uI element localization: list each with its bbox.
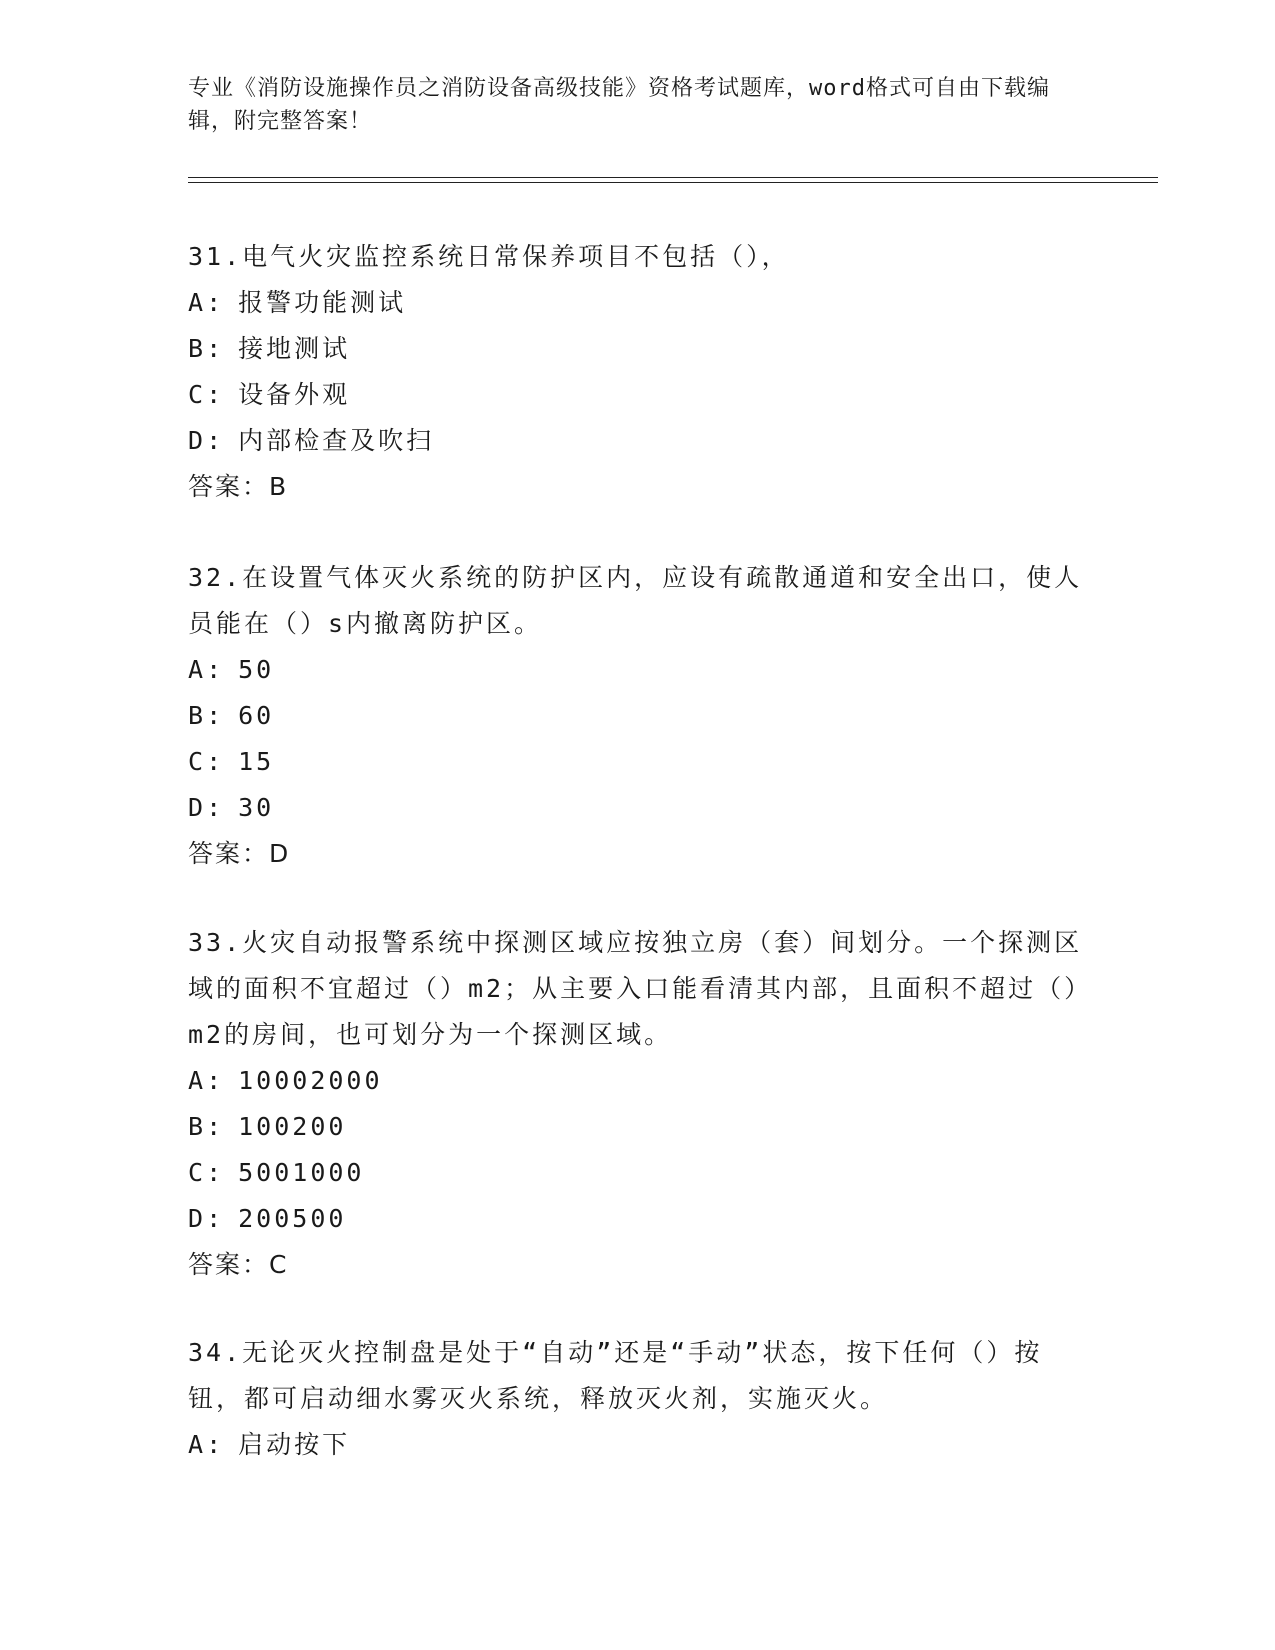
question-stem: 34.无论灭火控制盘是处于“自动”还是“手动”状态，按下任何（）按钮，都可启动细水雾灭火系统，释放灭火剂，实施灭火。 (188, 1338, 1043, 1413)
answer-line: 答案：B (188, 472, 289, 501)
option-b: B: 100200 (188, 1112, 347, 1141)
option-c: C: 5001000 (188, 1158, 365, 1187)
option-d: D: 内部检查及吹扫 (188, 426, 435, 455)
option-d: D: 200500 (188, 1204, 347, 1233)
question-33 (188, 920, 1088, 1288)
question-stem: 33.火灾自动报警系统中探测区域应按独立房（套）间划分。一个探测区域的面积不宜超过（）m2；从主要入口能看清其内部，且面积不超过（）m2的房间，也可划分为一个探测区域。 (188, 928, 1083, 1049)
option-a: A: 报警功能测试 (188, 288, 407, 317)
option-a: A: 启动按下 (188, 1430, 351, 1459)
option-b: B: 60 (188, 701, 275, 730)
question-32 (188, 555, 1088, 877)
option-a: A: 10002000 (188, 1066, 383, 1095)
header-divider-bottom (188, 182, 1158, 183)
option-b: B: 接地测试 (188, 334, 351, 363)
option-c: C: 15 (188, 747, 275, 776)
question-stem: 31.电气火灾监控系统日常保养项目不包括（）， (188, 242, 790, 271)
question-stem: 32.在设置气体灭火系统的防护区内，应设有疏散通道和安全出口，使人员能在（）s内撤离防护区。 (188, 563, 1083, 638)
question-31 (188, 234, 1088, 510)
answer-line: 答案：D (188, 839, 291, 868)
question-34 (188, 1330, 1088, 1468)
option-a: A: 50 (188, 655, 275, 684)
answer-line: 答案：C (188, 1250, 289, 1279)
document-header: 专业《消防设施操作员之消防设备高级技能》资格考试题库，word格式可自由下载编辑，附完整答案！ (188, 76, 1050, 134)
header-divider-top (188, 177, 1158, 178)
option-c: C: 设备外观 (188, 380, 351, 409)
option-d: D: 30 (188, 793, 275, 822)
